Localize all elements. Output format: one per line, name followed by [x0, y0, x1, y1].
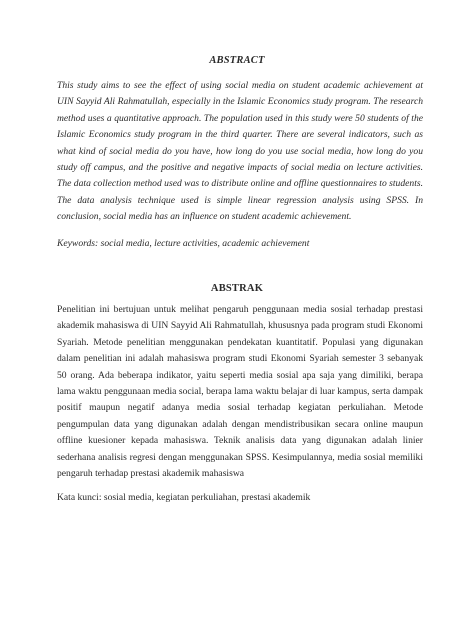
abstrak-body: Penelitian ini bertujuan untuk melihat pengaruh penggunaan media sosial terhadap prestasi akademik mahasiswa di UIN Sayyid Ali Rahmatullah, khususnya pada program studi Ekonomi Syariah. Metode penelitian menggunakan pendekatan kuantitatif. Populasi yang digunakan dalam penelitian ini adalah mahasiswa program studi Ekonomi Syariah semester 3 sebanyak 50 orang. Ada beberapa indikator, yaitu seperti media sosial apa saja yang dimiliki, berapa lama waktu penggunaan media social, berapa lama waktu belajar di luar kampus, serta dampak positif maupun negatif adanya media sosial terhadap kegiatan perkuliahan. Metode pengumpulan data yang digunakan adalah dengan mendistribusikan secara online maupun offline kuesioner kepada mahasiswa. Teknik analisis data yang digunakan adalah linier sederhana analisis regresi dengan menggunakan SPSS. Kesimpulannya, media sosial memiliki pengaruh terhadap prestasi akademik mahasiswa: [57, 304, 423, 480]
abstract-body: This study aims to see the effect of using social media on student academic achievement at UIN Sayyid Ali Rahmatullah, especially in the Islamic Economics study program. The research method uses a quantitative approach. The population used in this study were 50 students of the Islamic Economics study program in the third quarter. There are several indicators, such as what kind of social media do you have, how long do you use social media, how long do you study off campus, and the positive and negative impacts of social media on lecture activities. The data collection method used was to distribute online and offline questionnaires to students. The data analysis technique used is simple linear regression analysis using SPSS. In conclusion, social media has an influence on student academic achievement.: [57, 80, 423, 223]
abstrak-heading: ABSTRAK: [210, 283, 264, 294]
abstrak-keywords: Kata kunci: sosial media, kegiatan perkuliahan, prestasi akademik: [57, 492, 311, 503]
abstract-heading: ABSTRACT: [209, 55, 265, 66]
abstract-keywords: Keywords: social media, lecture activities, academic achievement: [57, 238, 310, 249]
